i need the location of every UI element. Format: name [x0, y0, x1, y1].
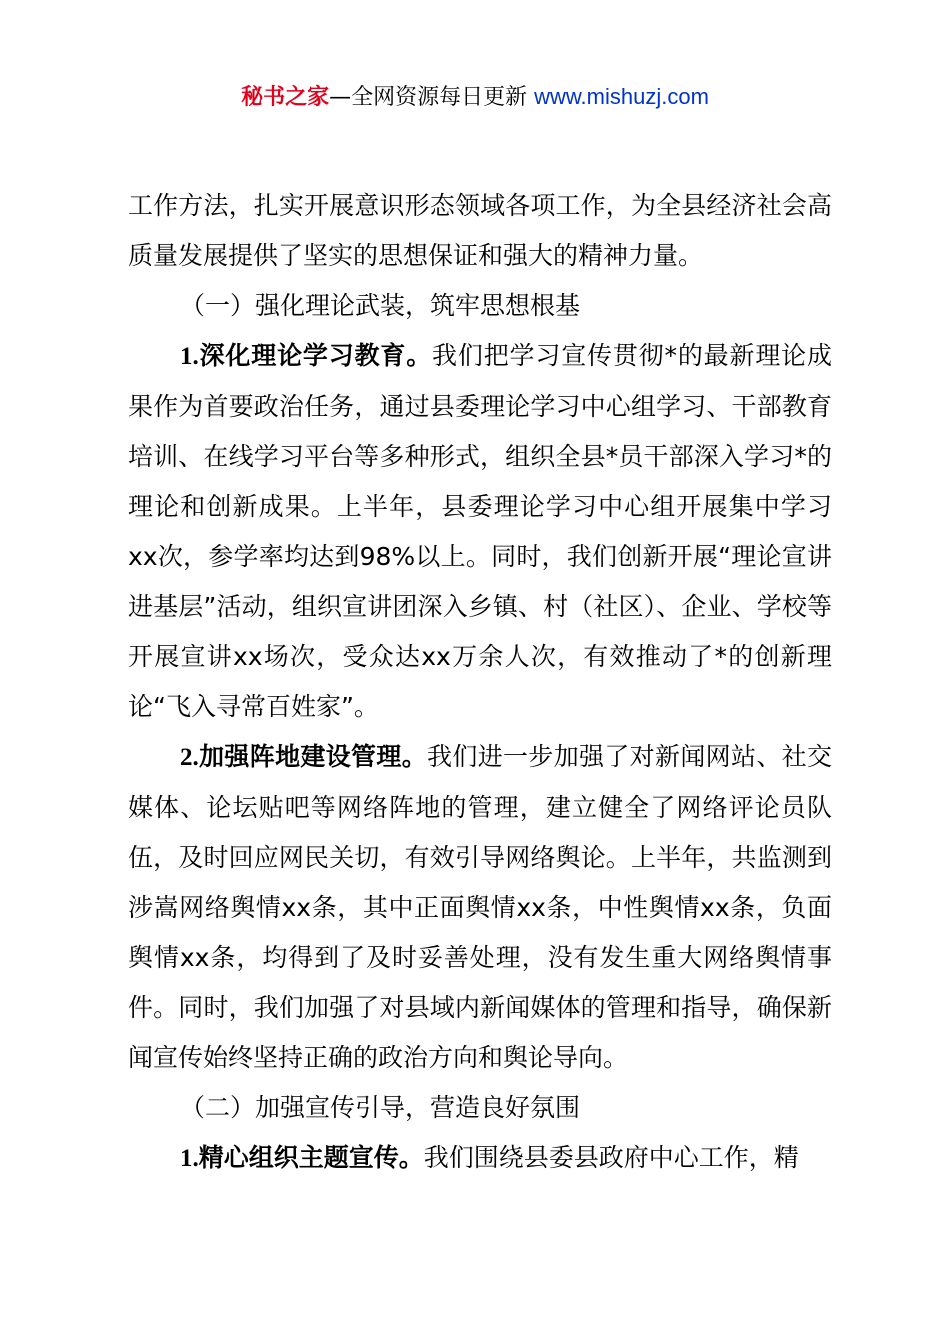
- item-lead: [180, 742, 427, 771]
- item-title: 加强阵地建设管理。: [198, 742, 428, 771]
- document-body: [128, 181, 832, 1184]
- item-lead: [180, 1143, 424, 1172]
- item-number: 1.: [180, 1145, 199, 1172]
- item-title: 精心组织主题宣传。: [198, 1143, 424, 1172]
- paragraph-continuation: 工作方法，扎实开展意识形态领域各项工作，为全县经济社会高质量发展提供了坚实的思想保证和强大的精神力量。: [128, 191, 832, 270]
- item-text: 我们围绕县委县政府中心工作，精: [423, 1143, 799, 1172]
- site-url-link[interactable]: www.mishuzj.com: [534, 84, 709, 109]
- header-tagline: —全网资源每日更新: [329, 85, 528, 110]
- brand-name: 秘书之家: [241, 85, 330, 110]
- paragraph-theory-study: [128, 331, 832, 732]
- paragraph-position-management: [128, 732, 832, 1083]
- section-heading-1: （一）强化理论武装，筑牢思想根基: [180, 291, 581, 320]
- site-header: [0, 82, 950, 113]
- item-number: 2.: [180, 744, 199, 771]
- item-number: 1.: [180, 343, 199, 370]
- paragraph-theme-publicity: [128, 1133, 832, 1184]
- section-heading-2: （二）加强宣传引导，营造良好氛围: [180, 1093, 581, 1122]
- item-title: 深化理论学习教育。: [198, 341, 433, 370]
- item-text: 我们把学习宣传贯彻*的最新理论成果作为首要政治任务，通过县委理论学习中心组学习、干部教育培训、在线学习平台等多种形式，组织全县*员干部深入学习*的理论和创新成果。上半年，县委理论学习中心组开展集中学习xx次，参学率均达到98%以上。同时，我们创新开展“理论宣讲进基层”活动，组织宣讲团深入乡镇、村（社区）、企业、学校等开展宣讲xx场次，受众达xx万余人次，有效推动了*的创新理论“飞入寻常百姓家”。: [128, 341, 832, 721]
- item-text: 我们进一步加强了对新闻网站、社交媒体、论坛贴吧等网络阵地的管理，建立健全了网络评论员队伍，及时回应网民关切，有效引导网络舆论。上半年，共监测到涉嵩网络舆情xx条，其中正面舆情xx条，中性舆情xx条，负面舆情xx条，均得到了及时妥善处理，没有发生重大网络舆情事件。同时，我们加强了对县域内新闻媒体的管理和指导，确保新闻宣传始终坚持正确的政治方向和舆论导向。: [128, 742, 832, 1072]
- item-lead: [180, 341, 432, 370]
